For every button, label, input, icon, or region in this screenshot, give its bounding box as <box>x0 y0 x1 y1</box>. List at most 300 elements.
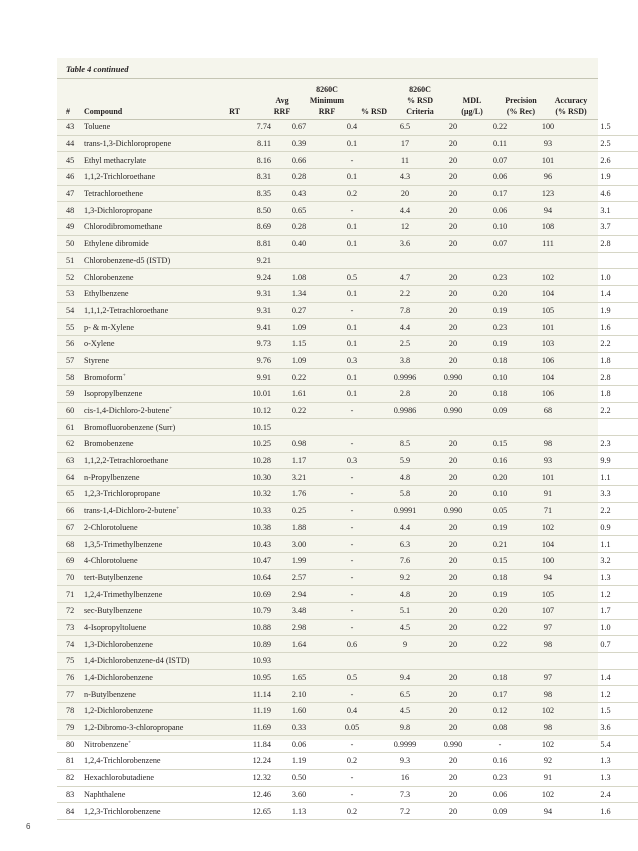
mdl-value: 0.15 <box>477 436 523 453</box>
compound-name: Naphthalene <box>81 786 225 803</box>
compound-name: Chlorodibromomethane <box>81 219 225 236</box>
criteria-value: 20 <box>429 269 477 286</box>
accuracy-value: 0.9 <box>573 519 638 536</box>
row-number: 52 <box>57 269 81 286</box>
rsd-value <box>381 419 429 436</box>
table-row <box>57 135 638 152</box>
mdl-value: 0.17 <box>477 185 523 202</box>
accuracy-value: 1.5 <box>573 119 638 135</box>
compound-name: Ethylbenzene <box>81 285 225 302</box>
header-top-rule <box>57 78 598 79</box>
rt-value: 10.64 <box>225 569 275 586</box>
rt-value: 10.25 <box>225 436 275 453</box>
precision-value: 93 <box>523 135 573 152</box>
rsd-value: 4.4 <box>381 202 429 219</box>
row-number: 48 <box>57 202 81 219</box>
row-number: 56 <box>57 335 81 352</box>
accuracy-value <box>573 419 638 436</box>
min-rrf-value: - <box>323 436 381 453</box>
avg-rrf-value <box>275 419 323 436</box>
accuracy-value: 2.2 <box>573 335 638 352</box>
rt-value: 8.16 <box>225 152 275 169</box>
rt-value: 11.19 <box>225 703 275 720</box>
min-rrf-value: 0.3 <box>323 452 381 469</box>
criteria-value: 20 <box>429 803 477 820</box>
mdl-value: 0.15 <box>477 552 523 569</box>
rsd-value: 6.3 <box>381 536 429 553</box>
row-number: 84 <box>57 803 81 820</box>
avg-rrf-value: 0.22 <box>275 369 323 386</box>
table-row <box>57 119 638 135</box>
min-rrf-value: 0.2 <box>323 185 381 202</box>
compound-name: 1,2,3-Trichloropropane <box>81 486 225 503</box>
header-rsd: % RSD <box>360 107 387 116</box>
row-number: 72 <box>57 602 81 619</box>
criteria-value: 20 <box>429 753 477 770</box>
precision-value: 91 <box>523 486 573 503</box>
rt-value: 10.95 <box>225 669 275 686</box>
accuracy-value: 1.1 <box>573 469 638 486</box>
rt-value: 9.21 <box>225 252 275 269</box>
accuracy-value: 0.7 <box>573 636 638 653</box>
criteria-value: 20 <box>429 386 477 403</box>
rsd-value: 4.8 <box>381 586 429 603</box>
row-number: 54 <box>57 302 81 319</box>
accuracy-value: 5.4 <box>573 736 638 753</box>
table-row <box>57 285 638 302</box>
precision-value: 106 <box>523 352 573 369</box>
compound-name: 1,2,4-Trichlorobenzene <box>81 753 225 770</box>
criteria-value: 20 <box>429 619 477 636</box>
table-caption: Table 4 continued <box>66 64 129 74</box>
mdl-value: 0.18 <box>477 386 523 403</box>
avg-rrf-value: 2.98 <box>275 619 323 636</box>
precision-value: 98 <box>523 686 573 703</box>
compound-name: cis-1,4-Dichloro-2-butene+ <box>81 402 225 419</box>
mdl-value: 0.21 <box>477 536 523 553</box>
table-row <box>57 269 638 286</box>
row-number: 83 <box>57 786 81 803</box>
precision-value: 106 <box>523 386 573 403</box>
precision-value: 93 <box>523 452 573 469</box>
criteria-value: 20 <box>429 786 477 803</box>
accuracy-value: 1.9 <box>573 302 638 319</box>
rt-value: 10.89 <box>225 636 275 653</box>
accuracy-value <box>573 252 638 269</box>
rt-value: 12.24 <box>225 753 275 770</box>
compound-name: Chlorobenzene <box>81 269 225 286</box>
table-row <box>57 486 638 503</box>
row-number: 79 <box>57 719 81 736</box>
mdl-value <box>477 653 523 670</box>
criteria-value: 20 <box>429 302 477 319</box>
compound-name: 1,3,5-Trimethylbenzene <box>81 536 225 553</box>
avg-rrf-value: 3.60 <box>275 786 323 803</box>
min-rrf-value <box>323 252 381 269</box>
criteria-value: 20 <box>429 686 477 703</box>
criteria-value: 20 <box>429 219 477 236</box>
row-number: 53 <box>57 285 81 302</box>
mdl-value: 0.19 <box>477 302 523 319</box>
criteria-value: 20 <box>429 602 477 619</box>
row-number: 74 <box>57 636 81 653</box>
rsd-value: 4.4 <box>381 319 429 336</box>
avg-rrf-value: 1.08 <box>275 269 323 286</box>
avg-rrf-value: 0.27 <box>275 302 323 319</box>
table-row <box>57 252 638 269</box>
criteria-value: 20 <box>429 469 477 486</box>
table-row <box>57 586 638 603</box>
header-accuracy: Accuracy (% RSD) <box>554 96 588 116</box>
precision-value: 71 <box>523 502 573 519</box>
accuracy-value: 1.1 <box>573 536 638 553</box>
min-rrf-value <box>323 419 381 436</box>
precision-value: 94 <box>523 569 573 586</box>
avg-rrf-value: 1.61 <box>275 386 323 403</box>
row-number: 64 <box>57 469 81 486</box>
rt-value: 9.31 <box>225 285 275 302</box>
min-rrf-value: 0.1 <box>323 335 381 352</box>
min-rrf-value: 0.2 <box>323 753 381 770</box>
criteria-value: 20 <box>429 586 477 603</box>
table-row <box>57 803 638 820</box>
rt-value: 10.69 <box>225 586 275 603</box>
accuracy-value: 1.0 <box>573 619 638 636</box>
mdl-value: 0.22 <box>477 119 523 135</box>
table-row <box>57 569 638 586</box>
precision-value: 101 <box>523 319 573 336</box>
precision-value <box>523 653 573 670</box>
rsd-value: 4.5 <box>381 619 429 636</box>
mdl-value: 0.07 <box>477 235 523 252</box>
header-compound: Compound <box>84 107 123 116</box>
criteria-value: 0.990 <box>429 502 477 519</box>
rt-value: 8.69 <box>225 219 275 236</box>
min-rrf-value: - <box>323 686 381 703</box>
criteria-value: 20 <box>429 119 477 135</box>
min-rrf-value: 0.3 <box>323 352 381 369</box>
precision-value: 104 <box>523 536 573 553</box>
rt-value: 7.74 <box>225 119 275 135</box>
table-row <box>57 452 638 469</box>
accuracy-value: 9.9 <box>573 452 638 469</box>
precision-value: 92 <box>523 753 573 770</box>
table-row <box>57 502 638 519</box>
row-number: 66 <box>57 502 81 519</box>
avg-rrf-value: 1.34 <box>275 285 323 302</box>
rt-value: 9.24 <box>225 269 275 286</box>
mdl-value: 0.09 <box>477 402 523 419</box>
avg-rrf-value: 3.21 <box>275 469 323 486</box>
criteria-value <box>429 419 477 436</box>
compound-name: Styrene <box>81 352 225 369</box>
rt-value: 10.01 <box>225 386 275 403</box>
rsd-value: 9.4 <box>381 669 429 686</box>
avg-rrf-value: 1.09 <box>275 352 323 369</box>
precision-value: 111 <box>523 235 573 252</box>
table-row <box>57 786 638 803</box>
mdl-value: 0.17 <box>477 686 523 703</box>
table-row <box>57 602 638 619</box>
row-number: 58 <box>57 369 81 386</box>
avg-rrf-value: 1.13 <box>275 803 323 820</box>
compound-name: Ethyl methacrylate <box>81 152 225 169</box>
mdl-value: 0.20 <box>477 285 523 302</box>
precision-value: 97 <box>523 619 573 636</box>
table-row <box>57 552 638 569</box>
criteria-value: 20 <box>429 152 477 169</box>
accuracy-value: 2.5 <box>573 135 638 152</box>
avg-rrf-value: 2.94 <box>275 586 323 603</box>
accuracy-value: 2.3 <box>573 436 638 453</box>
compound-name: Isopropylbenzene <box>81 386 225 403</box>
min-rrf-value: 0.05 <box>323 719 381 736</box>
rsd-value: 6.5 <box>381 119 429 135</box>
row-number: 61 <box>57 419 81 436</box>
min-rrf-value: - <box>323 552 381 569</box>
mdl-value: 0.05 <box>477 502 523 519</box>
criteria-value: 0.990 <box>429 369 477 386</box>
avg-rrf-value: 1.88 <box>275 519 323 536</box>
accuracy-value: 1.0 <box>573 269 638 286</box>
mdl-value: 0.11 <box>477 135 523 152</box>
rt-value: 10.15 <box>225 419 275 436</box>
rsd-value: 0.9999 <box>381 736 429 753</box>
row-number: 82 <box>57 769 81 786</box>
avg-rrf-value <box>275 653 323 670</box>
page-number: 6 <box>26 822 31 831</box>
rsd-value: 4.5 <box>381 703 429 720</box>
compound-name: trans-1,4-Dichloro-2-butene+ <box>81 502 225 519</box>
min-rrf-value: - <box>323 486 381 503</box>
rt-value: 8.81 <box>225 235 275 252</box>
criteria-value: 20 <box>429 436 477 453</box>
accuracy-value: 3.7 <box>573 219 638 236</box>
criteria-value: 20 <box>429 202 477 219</box>
avg-rrf-value: 1.99 <box>275 552 323 569</box>
row-number: 77 <box>57 686 81 703</box>
min-rrf-value: 0.5 <box>323 269 381 286</box>
mdl-value: 0.06 <box>477 786 523 803</box>
row-number: 50 <box>57 235 81 252</box>
min-rrf-value: - <box>323 786 381 803</box>
rsd-value: 2.8 <box>381 386 429 403</box>
accuracy-value: 1.4 <box>573 285 638 302</box>
table-row <box>57 619 638 636</box>
rt-value: 9.76 <box>225 352 275 369</box>
row-number: 71 <box>57 586 81 603</box>
compound-name: 1,3-Dichlorobenzene <box>81 636 225 653</box>
min-rrf-value: - <box>323 586 381 603</box>
compound-name: Bromobenzene <box>81 436 225 453</box>
compound-name: o-Xylene <box>81 335 225 352</box>
table-row <box>57 386 638 403</box>
mdl-value: 0.12 <box>477 703 523 720</box>
avg-rrf-value: 0.28 <box>275 219 323 236</box>
min-rrf-value: 0.1 <box>323 219 381 236</box>
mdl-value: 0.18 <box>477 569 523 586</box>
rsd-value: 17 <box>381 135 429 152</box>
rsd-value: 7.6 <box>381 552 429 569</box>
mdl-value: - <box>477 736 523 753</box>
rt-value: 9.73 <box>225 335 275 352</box>
avg-rrf-value: 0.67 <box>275 119 323 135</box>
rt-value: 10.93 <box>225 653 275 670</box>
mdl-value: 0.06 <box>477 202 523 219</box>
compound-name: 1,2-Dibromo-3-chloropropane <box>81 719 225 736</box>
mdl-value: 0.18 <box>477 352 523 369</box>
rsd-value: 0.9996 <box>381 369 429 386</box>
row-number: 76 <box>57 669 81 686</box>
mdl-value: 0.10 <box>477 369 523 386</box>
header-mdl: MDL (µg/L) <box>461 96 483 116</box>
avg-rrf-value: 2.57 <box>275 569 323 586</box>
rt-value: 9.41 <box>225 319 275 336</box>
min-rrf-value: - <box>323 402 381 419</box>
avg-rrf-value: 0.40 <box>275 235 323 252</box>
table-row <box>57 169 638 186</box>
table-row <box>57 736 638 753</box>
accuracy-value: 3.2 <box>573 552 638 569</box>
mdl-value: 0.06 <box>477 169 523 186</box>
compound-name: Toluene <box>81 119 225 135</box>
rsd-value: 2.5 <box>381 335 429 352</box>
min-rrf-value: - <box>323 202 381 219</box>
precision-value: 94 <box>523 803 573 820</box>
criteria-value: 20 <box>429 452 477 469</box>
rsd-value: 4.3 <box>381 169 429 186</box>
rsd-value: 9.2 <box>381 569 429 586</box>
mdl-value: 0.22 <box>477 636 523 653</box>
compound-name: Bromofluorobenzene (Surr) <box>81 419 225 436</box>
precision-value: 68 <box>523 402 573 419</box>
rsd-value: 0.9986 <box>381 402 429 419</box>
row-number: 63 <box>57 452 81 469</box>
rt-value: 11.69 <box>225 719 275 736</box>
table-row <box>57 469 638 486</box>
precision-value: 102 <box>523 519 573 536</box>
min-rrf-value: 0.1 <box>323 319 381 336</box>
precision-value: 123 <box>523 185 573 202</box>
precision-value: 104 <box>523 285 573 302</box>
criteria-value: 20 <box>429 552 477 569</box>
mdl-value: 0.10 <box>477 486 523 503</box>
accuracy-value: 3.3 <box>573 486 638 503</box>
min-rrf-value: 0.1 <box>323 369 381 386</box>
rt-value: 12.32 <box>225 769 275 786</box>
compound-name: 1,2,3-Trichlorobenzene <box>81 803 225 820</box>
criteria-value: 20 <box>429 719 477 736</box>
avg-rrf-value: 0.98 <box>275 436 323 453</box>
rt-value: 10.43 <box>225 536 275 553</box>
accuracy-value: 3.1 <box>573 202 638 219</box>
criteria-value: 20 <box>429 135 477 152</box>
precision-value: 102 <box>523 736 573 753</box>
header-min-rrf: 8260C Minimum RRF <box>309 85 345 116</box>
rsd-value: 20 <box>381 185 429 202</box>
accuracy-value: 3.6 <box>573 719 638 736</box>
mdl-value: 0.16 <box>477 753 523 770</box>
min-rrf-value: 0.2 <box>323 803 381 820</box>
avg-rrf-value: 0.50 <box>275 769 323 786</box>
row-number: 65 <box>57 486 81 503</box>
rsd-value: 3.6 <box>381 235 429 252</box>
rsd-value: 11 <box>381 152 429 169</box>
row-number: 67 <box>57 519 81 536</box>
precision-value: 100 <box>523 552 573 569</box>
rsd-value: 6.5 <box>381 686 429 703</box>
compound-name: Nitrobenzene+ <box>81 736 225 753</box>
table-row <box>57 302 638 319</box>
row-number: 46 <box>57 169 81 186</box>
table-row <box>57 669 638 686</box>
compound-name: Tetrachloroethene <box>81 185 225 202</box>
min-rrf-value: 0.1 <box>323 386 381 403</box>
min-rrf-value: - <box>323 519 381 536</box>
row-number: 78 <box>57 703 81 720</box>
accuracy-value: 2.6 <box>573 152 638 169</box>
precision-value: 94 <box>523 202 573 219</box>
accuracy-value: 2.8 <box>573 235 638 252</box>
criteria-value: 20 <box>429 769 477 786</box>
accuracy-value <box>573 653 638 670</box>
accuracy-value: 4.6 <box>573 185 638 202</box>
rt-value: 10.88 <box>225 619 275 636</box>
precision-value: 102 <box>523 786 573 803</box>
rt-value: 10.79 <box>225 602 275 619</box>
table-row <box>57 753 638 770</box>
precision-value: 102 <box>523 269 573 286</box>
avg-rrf-value: 3.00 <box>275 536 323 553</box>
min-rrf-value: 0.6 <box>323 636 381 653</box>
min-rrf-value: - <box>323 302 381 319</box>
compound-name: Chlorobenzene-d5 (ISTD) <box>81 252 225 269</box>
compound-name: Bromoform+ <box>81 369 225 386</box>
rt-value: 12.46 <box>225 786 275 803</box>
accuracy-value: 1.5 <box>573 703 638 720</box>
compound-name: 1,1,2,2-Tetrachloroethane <box>81 452 225 469</box>
table-row <box>57 152 638 169</box>
header-precision: Precision (% Rec) <box>505 96 537 116</box>
min-rrf-value: 0.1 <box>323 169 381 186</box>
table-row <box>57 769 638 786</box>
avg-rrf-value: 1.64 <box>275 636 323 653</box>
accuracy-value: 1.3 <box>573 569 638 586</box>
rsd-value: 9.3 <box>381 753 429 770</box>
header-avg-rrf: Avg RRF <box>273 96 291 116</box>
rsd-value: 12 <box>381 219 429 236</box>
min-rrf-value: 0.4 <box>323 119 381 135</box>
avg-rrf-value: 2.10 <box>275 686 323 703</box>
mdl-value: 0.18 <box>477 669 523 686</box>
mdl-value: 0.20 <box>477 602 523 619</box>
rsd-value: 3.8 <box>381 352 429 369</box>
rt-value: 12.65 <box>225 803 275 820</box>
table-row <box>57 319 638 336</box>
accuracy-value: 2.4 <box>573 786 638 803</box>
compound-name: 1,4-Dichlorobenzene-d4 (ISTD) <box>81 653 225 670</box>
table-row <box>57 653 638 670</box>
criteria-value: 20 <box>429 703 477 720</box>
compound-name: 4-Isopropyltoluene <box>81 619 225 636</box>
mdl-value: 0.19 <box>477 519 523 536</box>
min-rrf-value: 0.1 <box>323 285 381 302</box>
accuracy-value: 1.9 <box>573 169 638 186</box>
rt-value: 11.84 <box>225 736 275 753</box>
criteria-value <box>429 252 477 269</box>
criteria-value: 20 <box>429 536 477 553</box>
criteria-value: 20 <box>429 335 477 352</box>
